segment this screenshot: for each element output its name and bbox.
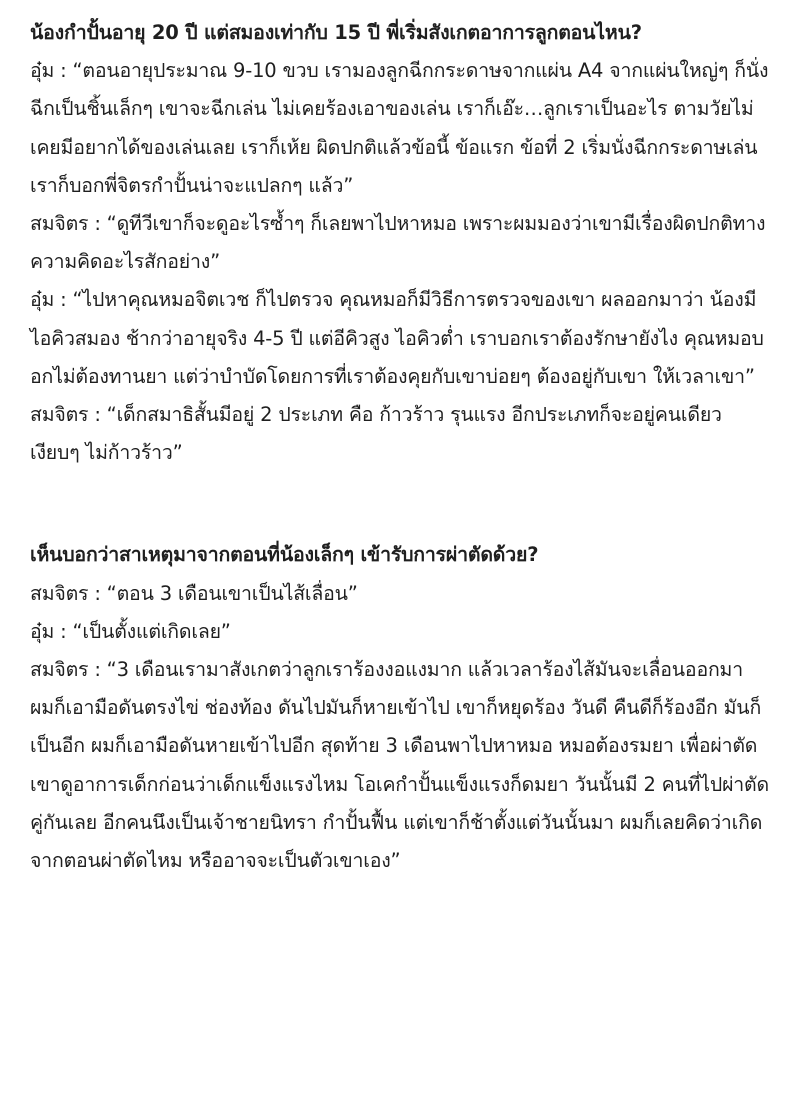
answer-paragraph: สมจิตร : “ดูทีวีเขาก็จะดูอะไรซ้ำๆ ก็เลยพาไปหาหมอ เพราะผมมองว่าเขามีเรื่องผิดปกติทางความคิดอะไรสักอย่าง”: [30, 212, 766, 274]
answer-paragraph: อุ๋ม : “ไปหาคุณหมอจิตเวช ก็ไปตรวจ คุณหมอก็มีวิธีการตรวจของเขา ผลออกมาว่า น้องมี ไอคิวสมอง ช้ากว่าอายุจริง 4-5 ปี แต่อีคิวสูง ไอคิวต่ำ เราบอกเราต้องรักษายังไง คุณหมอบอกไม่ต้องทานยา แต่ว่าบำบัดโดยการที่เราต้องคุยกับเขาบ่อยๆ ต้องอยู่กับเขา ให้เวลาเขา”: [30, 288, 764, 388]
answer-paragraph: อุ๋ม : “ตอนอายุประมาณ 9-10 ขวบ เรามองลูกฉีกกระดาษจากแผ่น A4 จากแผ่นใหญ่ๆ ก็นั่งฉีกเป็นชิ้นเล็กๆ เขาจะฉีกเล่น ไม่เคยร้องเอาของเล่น เราก็เอ๊ะ…ลูกเราเป็นอะไร ตามวัยไม่เคยมีอยากได้ของเล่นเลย เราก็เห้ย ผิดปกติแล้วข้อนี้ ข้อแรก ข้อที่ 2 เริ่มนั่งฉีกกระดาษเล่น เราก็บอกพี่จิตรกำปั้นน่าจะแปลกๆ แล้ว”: [30, 59, 769, 197]
section-spacer: [30, 472, 770, 536]
answer-paragraph: สมจิตร : “3 เดือนเรามาสังเกตว่าลูกเราร้องงอแงมาก แล้วเวลาร้องไส้มันจะเลื่อนออกมา ผมก็เอามือดันตรงไข่ ช่องท้อง ดันไปมันก็หายเข้าไป เขาก็หยุดร้อง วันดี คืนดีก็ร้องอีก มันก็เป็นอีก ผมก็เอามือดันหายเข้าไปอีก สุดท้าย 3 เดือนพาไปหาหมอ หมอต้องรมยา เพื่อผ่าตัด เขาดูอาการเด็กก่อนว่าเด็กแข็งแรงไหม โอเคกำปั้นแข็งแรงก็ดมยา วันนั้นมี 2 คนที่ไปผ่าตัดคู่กันเลย อีกคนนึงเป็นเจ้าชายนิทรา กำปั้นฟื้น แต่เขาก็ช้าตั้งแต่วันนั้นมา ผมก็เลยคิดว่าเกิดจากตอนผ่าตัดไหม หรืออาจจะเป็นตัวเขาเอง”: [30, 658, 769, 873]
question-heading-1: น้องกำปั้นอายุ 20 ปี แต่สมองเท่ากับ 15 ปี พี่เริ่มสังเกตอาการลูกตอนไหน?: [30, 21, 642, 44]
answer-paragraph: สมจิตร : “เด็กสมาธิสั้นมีอยู่ 2 ประเภท คือ ก้าวร้าว รุนแรง อีกประเภทก็จะอยู่คนเดียวเงียบๆ ไม่ก้าวร้าว”: [30, 403, 722, 465]
question-heading-2: เห็นบอกว่าสาเหตุมาจากตอนที่น้องเล็กๆ เข้ารับการผ่าตัดด้วย?: [30, 543, 539, 567]
answer-paragraph: อุ๋ม : “เป็นตั้งแต่เกิดเลย”: [30, 619, 231, 643]
answer-paragraph: สมจิตร : “ตอน 3 เดือนเขาเป็นไส้เลื่อน”: [30, 581, 358, 605]
